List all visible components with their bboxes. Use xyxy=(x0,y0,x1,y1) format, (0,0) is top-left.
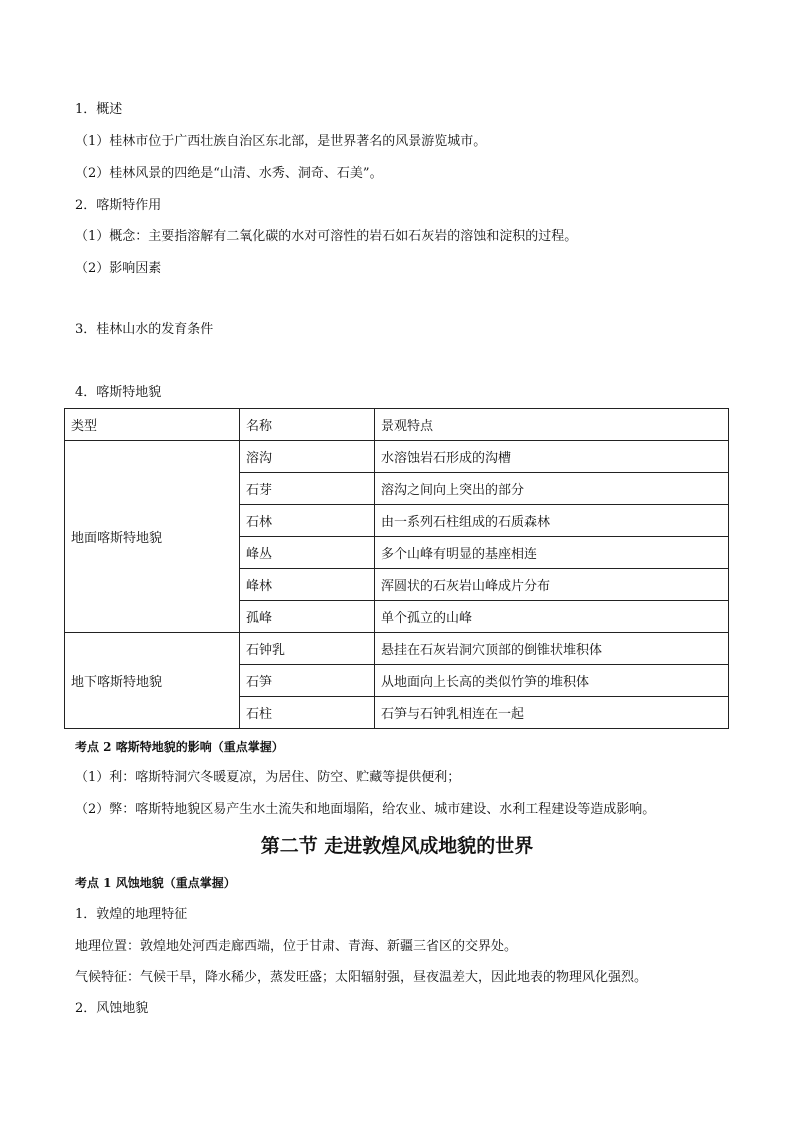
karst-landform-table xyxy=(64,408,729,729)
overview-item-1: （1）桂林市位于广西壮族自治区东北部，是世界著名的风景游览城市。 xyxy=(75,134,487,149)
table-row xyxy=(65,633,729,665)
type-cell-surface: 地面喀斯特地貌 xyxy=(65,441,240,633)
karst-item-2: （2）影响因素 xyxy=(75,261,162,276)
geo-heading: 1．敦煌的地理特征 xyxy=(75,907,188,922)
name-cell: 石林 xyxy=(240,505,375,537)
table-row xyxy=(65,441,729,473)
table-header-row xyxy=(65,409,729,441)
name-cell: 石芽 xyxy=(240,473,375,505)
name-cell: 石钟乳 xyxy=(240,633,375,665)
geo-climate: 气候特征：气候干旱，降水稀少，蒸发旺盛；太阳辐射强，昼夜温差大，因此地表的物理风化强烈。 xyxy=(75,970,648,985)
header-name: 名称 xyxy=(240,409,375,441)
kp1-heading: 考点 1 风蚀地貌（重点掌握） xyxy=(75,876,236,890)
feature-cell: 石笋与石钟乳相连在一起 xyxy=(375,697,729,729)
feature-cell: 溶沟之间向上突出的部分 xyxy=(375,473,729,505)
type-cell-underground: 地下喀斯特地貌 xyxy=(65,633,240,729)
feature-cell: 由一系列石柱组成的石质森林 xyxy=(375,505,729,537)
feature-cell: 多个山峰有明显的基座相连 xyxy=(375,537,729,569)
section-title: 第二节 走进敦煌风成地貌的世界 xyxy=(260,835,534,857)
kp2-con: （2）弊：喀斯特地貌区易产生水土流失和地面塌陷，给农业、城市建设、水利工程建设等造成影响。 xyxy=(75,802,656,817)
feature-cell: 单个孤立的山峰 xyxy=(375,601,729,633)
landform-heading: 4．喀斯特地貌 xyxy=(75,385,162,400)
feature-cell: 浑圆状的石灰岩山峰成片分布 xyxy=(375,569,729,601)
name-cell: 峰林 xyxy=(240,569,375,601)
feature-cell: 水溶蚀岩石形成的沟槽 xyxy=(375,441,729,473)
overview-item-2: （2）桂林风景的四绝是“山清、水秀、洞奇、石美”。 xyxy=(75,166,383,181)
overview-heading: 1．概述 xyxy=(75,102,123,117)
name-cell: 孤峰 xyxy=(240,601,375,633)
geo-location: 地理位置：敦煌地处河西走廊西端，位于甘肃、青海、新疆三省区的交界处。 xyxy=(75,939,518,954)
kp2-heading: 考点 2 喀斯特地貌的影响（重点掌握） xyxy=(75,740,284,754)
feature-cell: 悬挂在石灰岩洞穴顶部的倒锥状堆积体 xyxy=(375,633,729,665)
header-type: 类型 xyxy=(65,409,240,441)
name-cell: 溶沟 xyxy=(240,441,375,473)
kp2-pro: （1）利：喀斯特洞穴冬暖夏凉，为居住、防空、贮藏等提供便利； xyxy=(75,770,461,785)
karst-item-1: （1）概念：主要指溶解有二氧化碳的水对可溶性的岩石如石灰岩的溶蚀和淀积的过程。 xyxy=(75,229,578,244)
karst-heading: 2．喀斯特作用 xyxy=(75,198,162,213)
name-cell: 峰丛 xyxy=(240,537,375,569)
erosion-heading: 2．风蚀地貌 xyxy=(75,1001,149,1016)
header-feature: 景观特点 xyxy=(375,409,729,441)
conditions-heading: 3．桂林山水的发育条件 xyxy=(75,322,214,337)
feature-cell: 从地面向上长高的类似竹笋的堆积体 xyxy=(375,665,729,697)
name-cell: 石笋 xyxy=(240,665,375,697)
name-cell: 石柱 xyxy=(240,697,375,729)
